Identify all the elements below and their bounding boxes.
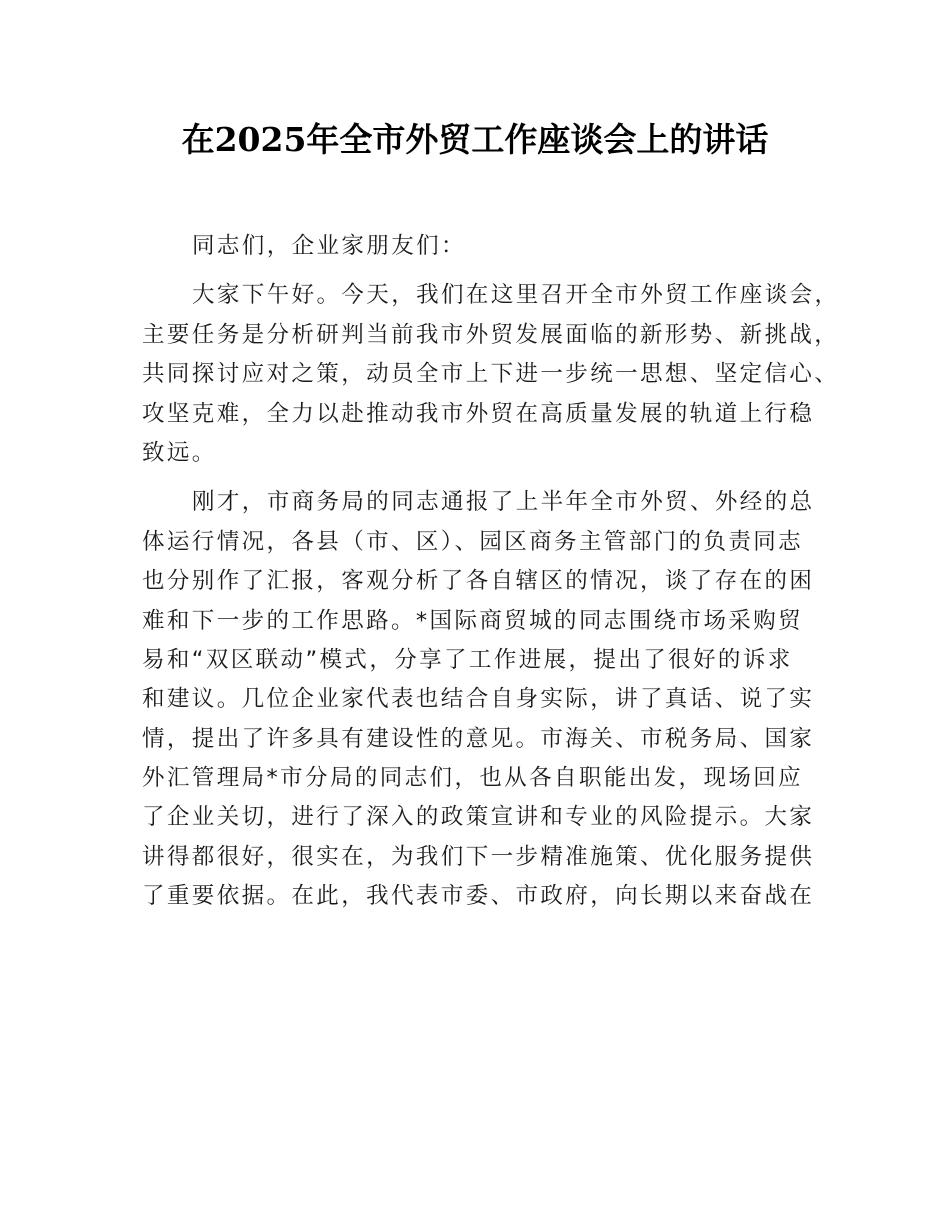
text-line: 也分别作了汇报，客观分析了各自辖区的情况，谈了存在的困 bbox=[142, 568, 815, 595]
document-body bbox=[142, 227, 840, 917]
text-line: 了重要依据。在此，我代表市委、市政府，向长期以来奋战在 bbox=[142, 883, 815, 910]
text-line: 情，提出了许多具有建设性的意见。市海关、市税务局、国家 bbox=[142, 725, 815, 752]
paragraph-opening bbox=[142, 276, 840, 473]
document-title: 在2025年全市外贸工作座谈会上的讲话 bbox=[181, 120, 769, 159]
paragraph-gap bbox=[142, 473, 822, 483]
text-line: 和建议。几位企业家代表也结合自身实际，讲了真话、说了实 bbox=[142, 686, 815, 713]
text-line: 同志们，企业家朋友们： bbox=[192, 233, 466, 259]
text-line: 易和“双区联动”模式，分享了工作进展，提出了很好的诉求 bbox=[142, 646, 793, 673]
text-line: 讲得都很好，很实在，为我们下一步精准施策、优化服务提供 bbox=[142, 843, 815, 870]
text-line: 攻坚克难，全力以赴推动我市外贸在高质量发展的轨道上行稳 bbox=[142, 400, 815, 427]
text-line: 主要任务是分析研判当前我市外贸发展面临的新形势、新挑战， bbox=[142, 321, 840, 348]
text-line: 共同探讨应对之策，动员全市上下进一步统一思想、坚定信心、 bbox=[142, 361, 840, 388]
text-line: 外汇管理局*市分局的同志们，也从各自职能出发，现场回应 bbox=[142, 765, 804, 792]
text-line: 致远。 bbox=[142, 439, 217, 466]
text-line: 了企业关切，进行了深入的政策宣讲和专业的风险提示。大家 bbox=[142, 804, 815, 831]
text-line: 大家下午好。今天，我们在这里召开全市外贸工作座谈会， bbox=[192, 282, 840, 309]
paragraph-salutation bbox=[142, 227, 822, 266]
text-line: 体运行情况，各县（市、区）、园区商务主管部门的负责同志 bbox=[142, 528, 804, 555]
text-line: 刚才，市商务局的同志通报了上半年全市外贸、外经的总 bbox=[192, 489, 815, 516]
text-line: 难和下一步的工作思路。*国际商贸城的同志围绕市场采购贸 bbox=[142, 607, 804, 634]
paragraph-gap bbox=[142, 266, 822, 276]
paragraph-review bbox=[142, 483, 822, 916]
